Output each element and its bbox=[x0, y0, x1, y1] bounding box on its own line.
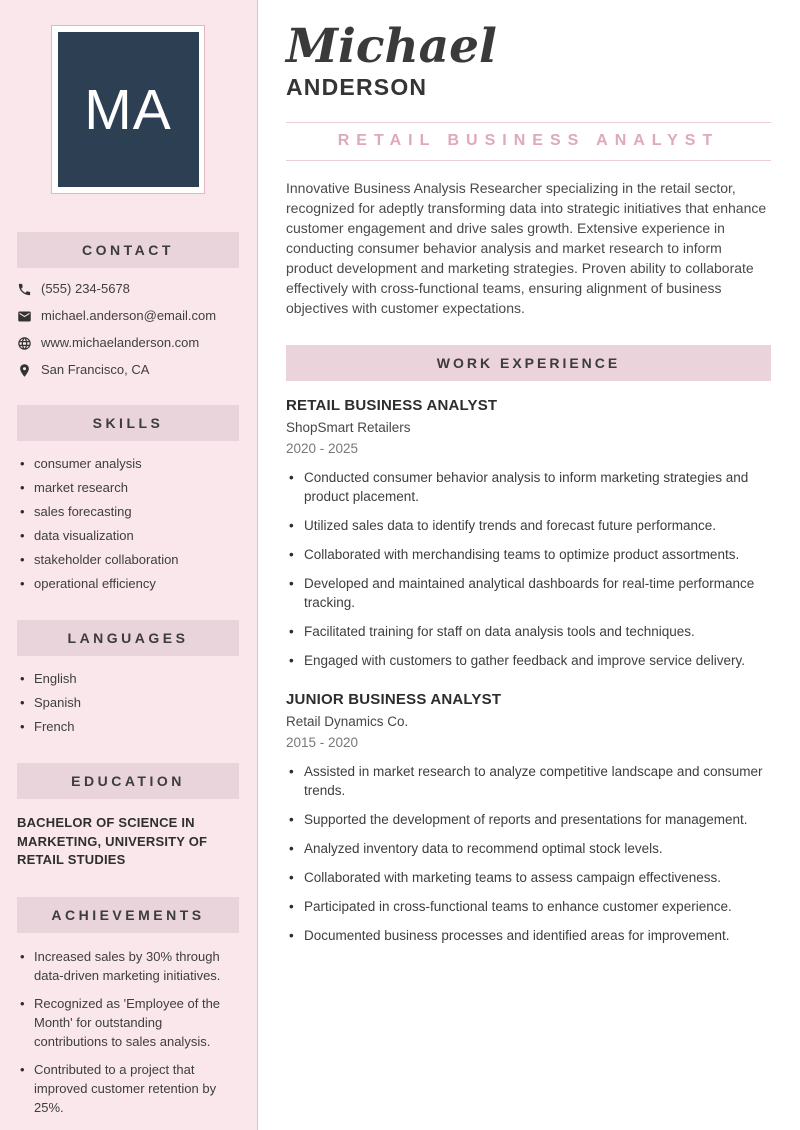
location-icon bbox=[17, 363, 32, 378]
contact-phone-text: (555) 234-5678 bbox=[41, 281, 130, 296]
achievements-list bbox=[17, 947, 239, 1117]
job-bullet bbox=[286, 926, 771, 945]
job-entry-1 bbox=[286, 397, 771, 670]
job-bullet-text: Analyzed inventory data to recommend optimal stock levels. bbox=[304, 841, 663, 857]
contact-section bbox=[17, 232, 239, 378]
job-2-company: Retail Dynamics Co. bbox=[286, 714, 409, 730]
job-bullet bbox=[286, 897, 771, 916]
job-bullet bbox=[286, 468, 771, 506]
education-heading: EDUCATION bbox=[17, 763, 239, 799]
languages-heading: LANGUAGES bbox=[17, 620, 239, 656]
achievement-item bbox=[17, 1060, 239, 1117]
phone-icon bbox=[17, 282, 32, 297]
language-item bbox=[17, 718, 239, 736]
job-2-bullets bbox=[286, 762, 771, 945]
email-icon bbox=[17, 309, 32, 324]
job-bullet-text: Developed and maintained analytical dashboards for real-time performance tracking. bbox=[304, 576, 755, 611]
skill-label: stakeholder collaboration bbox=[34, 552, 179, 567]
language-label: English bbox=[34, 671, 77, 686]
job-1-bullets bbox=[286, 468, 771, 670]
skill-label: sales forecasting bbox=[34, 504, 132, 519]
job-bullet bbox=[286, 651, 771, 670]
contact-email-text: michael.anderson@email.com bbox=[41, 308, 217, 323]
job-bullet-text: Collaborated with merchandising teams to optimize product assortments. bbox=[304, 547, 740, 563]
job-1-title: RETAIL BUSINESS ANALYST bbox=[286, 397, 498, 415]
skills-section bbox=[17, 405, 239, 593]
job-bullet bbox=[286, 516, 771, 535]
resume-header bbox=[286, 20, 771, 318]
job-2-dates: 2015 - 2020 bbox=[286, 735, 359, 751]
first-name: Michael bbox=[286, 19, 497, 74]
skill-label: data visualization bbox=[34, 528, 134, 543]
achievement-text: Recognized as 'Employee of the Month' for outstanding contributions to sales analysis. bbox=[34, 995, 221, 1049]
language-label: French bbox=[34, 719, 75, 734]
job-bullet bbox=[286, 574, 771, 612]
skill-item bbox=[17, 527, 239, 545]
achievement-item bbox=[17, 947, 239, 985]
contact-website-text: www.michaelanderson.com bbox=[41, 335, 200, 350]
avatar-monogram-box bbox=[58, 32, 199, 187]
language-item bbox=[17, 694, 239, 712]
language-label: Spanish bbox=[34, 695, 81, 710]
job-bullet bbox=[286, 545, 771, 564]
job-bullet bbox=[286, 868, 771, 887]
sidebar bbox=[0, 0, 258, 1130]
contact-list bbox=[17, 281, 239, 378]
avatar-initials: MA bbox=[84, 77, 172, 142]
job-bullet bbox=[286, 622, 771, 641]
job-bullet-text: Supported the development of reports and presentations for management. bbox=[304, 812, 748, 828]
contact-item-location bbox=[17, 362, 239, 378]
achievement-item bbox=[17, 994, 239, 1051]
languages-section bbox=[17, 620, 239, 736]
job-bullet-text: Facilitated training for staff on data analysis tools and techniques. bbox=[304, 624, 695, 640]
job-bullet-text: Participated in cross-functional teams to enhance customer experience. bbox=[304, 899, 732, 915]
skill-item bbox=[17, 503, 239, 521]
achievements-section bbox=[17, 897, 239, 1117]
skill-item bbox=[17, 455, 239, 473]
job-1-company: ShopSmart Retailers bbox=[286, 420, 411, 436]
skill-item bbox=[17, 575, 239, 593]
achievements-heading: ACHIEVEMENTS bbox=[17, 897, 239, 933]
job-bullet bbox=[286, 839, 771, 858]
education-degree: BACHELOR OF SCIENCE IN MARKETING, UNIVERSITY OF RETAIL STUDIES bbox=[17, 815, 208, 867]
job-bullet-text: Collaborated with marketing teams to assess campaign effectiveness. bbox=[304, 870, 721, 886]
contact-item-phone bbox=[17, 281, 239, 297]
main-column bbox=[258, 0, 800, 1130]
last-name: ANDERSON bbox=[286, 74, 428, 101]
languages-list bbox=[17, 670, 239, 736]
job-bullet-text: Documented business processes and identified areas for improvement. bbox=[304, 928, 730, 944]
job-bullet-text: Assisted in market research to analyze competitive landscape and consumer trends. bbox=[304, 764, 763, 799]
job-bullet-text: Engaged with customers to gather feedback and improve service delivery. bbox=[304, 653, 745, 669]
work-experience-heading: WORK EXPERIENCE bbox=[286, 345, 771, 381]
skill-item bbox=[17, 551, 239, 569]
contact-item-email bbox=[17, 308, 239, 324]
skill-label: market research bbox=[34, 480, 128, 495]
job-bullet-text: Utilized sales data to identify trends and forecast future performance. bbox=[304, 518, 716, 534]
professional-title: RETAIL BUSINESS ANALYST bbox=[337, 132, 720, 150]
contact-location-text: San Francisco, CA bbox=[41, 362, 150, 377]
job-entry-2 bbox=[286, 691, 771, 945]
job-title-block bbox=[286, 122, 771, 161]
job-1-dates: 2020 - 2025 bbox=[286, 441, 359, 457]
professional-summary: Innovative Business Analysis Researcher specializing in the retail sector, recognized for adeptly transforming data into strategic initiatives that enhance customer engagement and drive sales growth. Extensive experience in conducting consumer behavior analysis and market research to inform product development and marketing strategies. Proven ability to collaborate effectively with cross-functional teams, ensuring alignment of business objectives with customer expectations. bbox=[286, 180, 767, 317]
contact-item-website bbox=[17, 335, 239, 351]
skill-item bbox=[17, 479, 239, 497]
skills-list bbox=[17, 455, 239, 593]
job-2-title: JUNIOR BUSINESS ANALYST bbox=[286, 691, 502, 709]
job-bullet-text: Conducted consumer behavior analysis to inform marketing strategies and product placement. bbox=[304, 470, 749, 505]
skills-heading: SKILLS bbox=[17, 405, 239, 441]
job-bullet bbox=[286, 810, 771, 829]
language-item bbox=[17, 670, 239, 688]
contact-heading: CONTACT bbox=[17, 232, 239, 268]
skill-label: consumer analysis bbox=[34, 456, 142, 471]
globe-icon bbox=[17, 336, 32, 351]
skill-label: operational efficiency bbox=[34, 576, 156, 591]
achievement-text: Increased sales by 30% through data-driven marketing initiatives. bbox=[34, 948, 221, 983]
avatar bbox=[51, 25, 205, 194]
education-section bbox=[17, 763, 239, 870]
job-bullet bbox=[286, 762, 771, 800]
achievement-text: Contributed to a project that improved customer retention by 25%. bbox=[34, 1061, 217, 1115]
